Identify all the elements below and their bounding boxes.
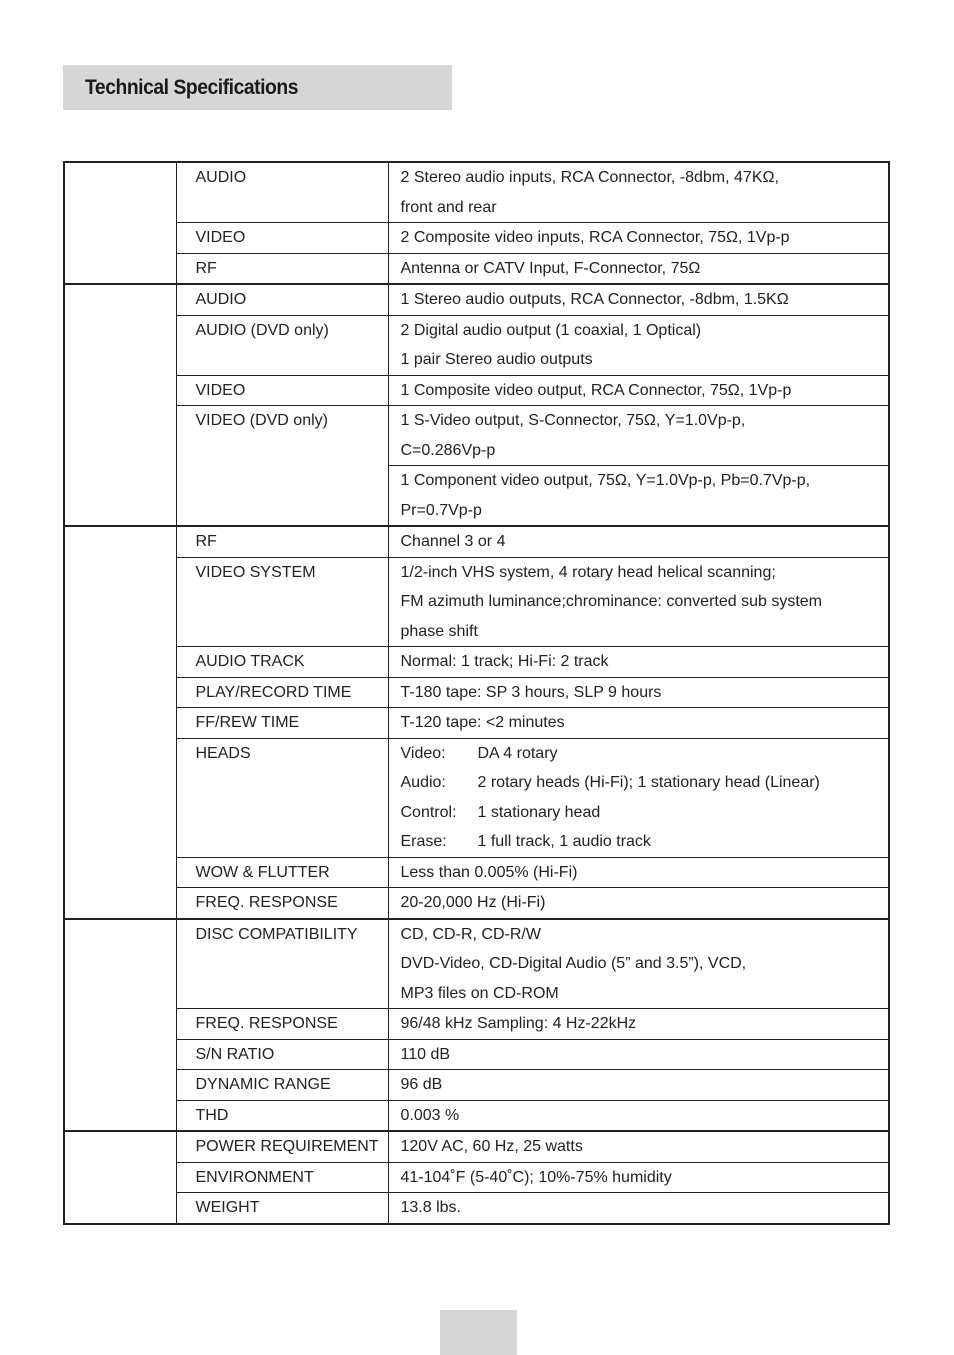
heads-line [401,827,889,857]
spec-value [388,1070,889,1101]
spec-value [388,647,889,678]
table-row [64,223,889,254]
spec-value-line: front and rear [400,198,497,216]
table-row [64,1100,889,1131]
spec-value-line: 1 Component video output, 75Ω, Y=1.0Vp-p, Pb=0.7Vp-p, [400,472,811,489]
spec-label: AUDIO [176,162,388,223]
spec-label: S/N RATIO [176,1039,388,1070]
spec-label: DYNAMIC RANGE [176,1070,388,1101]
heads-value: 2 rotary heads (Hi-Fi); 1 stationary head (Linear) [477,774,820,791]
spec-value [388,162,889,223]
table-row [64,919,889,1009]
table-row [64,1009,889,1040]
spec-value-line: 1 Composite video output, RCA Connector, 75Ω, 1Vp-p [400,381,792,399]
spec-label: DISC COMPATIBILITY [176,919,388,1009]
spec-value-line: Channel 3 or 4 [400,533,506,550]
heads-key: Audio: [400,774,446,791]
spec-label: POWER REQUIREMENT [176,1131,388,1162]
spec-label: WOW & FLUTTER [176,857,388,888]
spec-value-line: Pr=0.7Vp-p [400,501,482,519]
spec-value [388,406,889,466]
spec-value-line: phase shift [400,622,478,640]
spec-label: AUDIO (DVD only) [176,315,388,375]
spec-value-line: T-180 tape: SP 3 hours, SLP 9 hours [400,683,662,701]
table-row [64,315,889,375]
spec-value-line: Antenna or CATV Input, F-Connector, 75Ω [400,259,701,277]
spec-label: VIDEO (DVD only) [176,406,388,527]
group-cell-dvd [64,919,176,1132]
spec-label: VIDEO SYSTEM [176,557,388,647]
spec-value-line: 96 dB [400,1076,443,1093]
table-row [64,406,889,466]
table-row [64,284,889,315]
spec-value-line: MP3 files on CD-ROM [400,984,559,1002]
spec-value [388,738,889,857]
table-row [64,526,889,557]
table-row [64,162,889,223]
spec-label: RF [176,526,388,557]
spec-value [388,1100,889,1131]
spec-value [388,1162,889,1193]
table-row [64,253,889,284]
spec-value-line: 120V AC, 60 Hz, 25 watts [400,1138,583,1155]
heads-line [401,768,889,798]
spec-value [388,677,889,708]
spec-label: VIDEO [176,223,388,254]
spec-value-line: 110 dB [400,1045,451,1063]
table-row [64,738,889,857]
table-row [64,1070,889,1101]
spec-value-line: 20-20,000 Hz (Hi-Fi) [400,894,546,911]
spec-value-line: 1/2-inch VHS system, 4 rotary head helical scanning; [400,563,776,581]
spec-label: VIDEO [176,375,388,406]
spec-value [388,857,889,888]
spec-value-line: Normal: 1 track; Hi-Fi: 2 track [400,653,609,670]
spec-value [388,557,889,647]
table-row [64,375,889,406]
spec-value-line: FM azimuth luminance;chrominance: converted sub system [400,593,823,610]
spec-label: AUDIO TRACK [176,647,388,678]
spec-value-line: Less than 0.005% (Hi-Fi) [400,863,578,881]
spec-label: WEIGHT [176,1193,388,1224]
table-row [64,888,889,919]
spec-value [388,466,889,527]
spec-value [388,1193,889,1224]
spec-value [388,919,889,1009]
spec-value [388,375,889,406]
table-row [64,1193,889,1224]
spec-value [388,253,889,284]
table-row [64,1162,889,1193]
heads-key: Control: [400,803,457,821]
spec-value [388,888,889,919]
spec-value-line: 2 Digital audio output (1 coaxial, 1 Optical) [400,321,702,339]
table-row [64,1039,889,1070]
section-header [63,65,452,110]
spec-value [388,223,889,254]
spec-label: FREQ. RESPONSE [176,888,388,919]
spec-label: AUDIO [176,284,388,315]
spec-label: FF/REW TIME [176,708,388,739]
table-row [64,1131,889,1162]
spec-value-line: 2 Composite video inputs, RCA Connector, 75Ω, 1Vp-p [400,229,790,246]
spec-label: PLAY/RECORD TIME [176,677,388,708]
spec-label: FREQ. RESPONSE [176,1009,388,1040]
spec-value [388,708,889,739]
spec-value-line: DVD-Video, CD-Digital Audio (5” and 3.5”), VCD, [400,955,747,972]
spec-value [388,1009,889,1040]
spec-label: HEADS [176,738,388,857]
page-number-box [440,1310,517,1355]
group-cell-outputs [64,284,176,526]
spec-value [388,1131,889,1162]
spec-value-line: 0.003 % [400,1106,460,1124]
spec-value [388,526,889,557]
spec-value-line: CD, CD-R, CD-R/W [400,925,541,943]
heads-key: Erase: [400,833,447,850]
spec-table [63,161,890,1225]
spec-value-line: 1 pair Stereo audio outputs [400,351,593,368]
table-row [64,557,889,647]
table-row [64,857,889,888]
spec-value-line: T-120 tape: <2 minutes [400,714,565,731]
spec-value [388,1039,889,1070]
table-row [64,647,889,678]
spec-value-line: 96/48 kHz Sampling: 4 Hz-22kHz [400,1015,637,1032]
heads-key: Video: [400,744,446,762]
group-cell-general [64,1131,176,1224]
group-cell-vcr [64,526,176,919]
heads-value: 1 full track, 1 audio track [477,833,651,850]
heads-line [401,739,889,769]
page-title: Technical Specifications [85,75,299,99]
spec-label: ENVIRONMENT [176,1162,388,1193]
table-row [64,677,889,708]
spec-value-line: 1 S-Video output, S-Connector, 75Ω, Y=1.0Vp-p, [400,412,746,429]
heads-value: 1 stationary head [477,803,601,821]
heads-line [401,798,889,828]
spec-value-line: 1 Stereo audio outputs, RCA Connector, -8dbm, 1.5KΩ [400,291,789,308]
spec-value [388,315,889,375]
spec-value-line: 2 Stereo audio inputs, RCA Connector, -8dbm, 47KΩ, [400,169,779,186]
spec-value-line: C=0.286Vp-p [400,441,496,459]
table-row [64,708,889,739]
spec-label: RF [176,253,388,284]
spec-value-line: 41-104˚F (5-40˚C); 10%-75% humidity [400,1168,672,1186]
heads-value: DA 4 rotary [477,744,558,762]
spec-value-line: 13.8 lbs. [400,1199,461,1216]
spec-label: THD [176,1100,388,1131]
group-cell-inputs [64,162,176,284]
spec-value [388,284,889,315]
